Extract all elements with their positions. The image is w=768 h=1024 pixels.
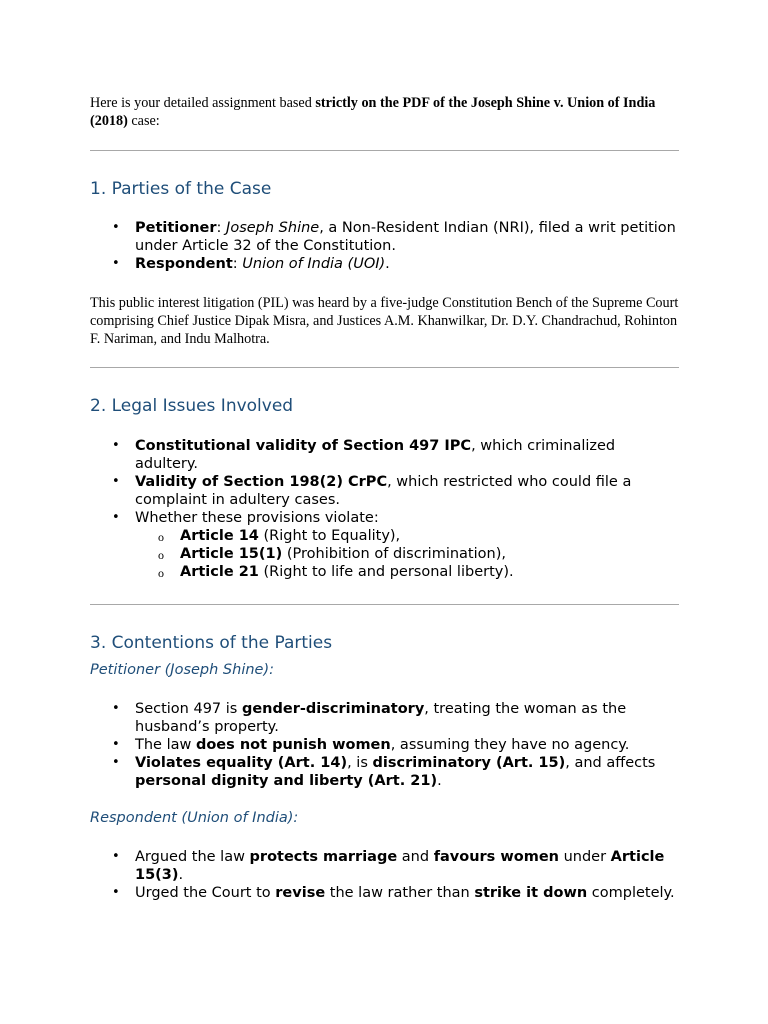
issue-text: Whether these provisions violate: [135,510,379,526]
period: . [385,256,390,272]
contention-bold: Article 15(3) [135,849,665,883]
sublist-item [135,527,680,545]
list-item [90,437,680,473]
list-item [90,754,680,790]
list-item [90,509,680,581]
contention-text: , assuming they have no agency. [390,737,630,753]
issue-bold: Validity of Section 198(2) CrPC [135,474,388,490]
article-bold: Article 15(1) [180,546,283,562]
legal-issues-list [90,437,680,581]
subheading-petitioner: Petitioner (Joseph Shine): [90,662,275,678]
bench-paragraph: This public interest litigation (PIL) was heard by a five-judge Constitution Bench of the Supreme Court comprising Chief Justice Dipak Misra, and Justices A.M. Khanwilkar, Dr. D.Y. Chandrachud, Rohinton F. Nariman, and Indu Malhotra. [90,295,679,347]
section-heading-contentions: 3. Contentions of the Parties [90,633,333,653]
section-heading-legal-issues: 2. Legal Issues Involved [90,396,294,416]
label-respondent: Respondent [135,256,233,272]
contention-text: , treating the woman as the husband’s property. [135,701,627,735]
list-item [90,700,680,736]
contention-text: Section 497 is [135,701,242,717]
contention-text: under [558,849,611,865]
sublist-item [135,545,680,563]
article-text: (Prohibition of discrimination), [282,546,506,562]
contention-bold: protects marriage [249,849,398,865]
sublist-item [135,563,680,581]
petitioner-detail: , a Non-Resident Indian (NRI), filed a writ petition under Article 32 of the Constitution. [135,220,676,254]
issue-bold: Constitutional validity of Section 497 IPC [135,438,472,454]
colon: : [216,220,227,236]
intro-text-end: case: [127,113,160,129]
contention-text: Argued the law [135,849,250,865]
article-bold: Article 21 [180,564,259,580]
issue-text: , which criminalized adultery. [135,438,616,472]
label-petitioner: Petitioner [135,220,217,236]
respondent-name: Union of India (UOI) [242,256,386,272]
contention-text: the law rather than [325,885,475,901]
respondent-contentions-list [90,848,680,902]
article-bold: Article 14 [180,528,259,544]
intro-paragraph [90,94,680,130]
article-text: (Right to Equality), [258,528,401,544]
issue-text: , which restricted who could file a complaint in adultery cases. [135,474,632,508]
list-item [90,848,680,884]
article-text: (Right to life and personal liberty). [258,564,514,580]
list-item [90,219,680,255]
colon: : [232,256,243,272]
contention-bold: strike it down [474,885,588,901]
petitioner-name: Joseph Shine [226,220,320,236]
articles-sublist [135,527,680,581]
parties-list [90,219,680,273]
subheading-respondent: Respondent (Union of India): [90,810,299,826]
list-item [90,736,680,754]
list-item [90,255,680,273]
divider [90,367,679,368]
contention-bold: Violates equality (Art. 14) [135,755,348,771]
contention-text: The law [135,737,196,753]
contention-text: completely. [587,885,675,901]
petitioner-contentions-list [90,700,680,790]
period: . [178,867,184,883]
divider [90,604,679,605]
intro-text: Here is your detailed assignment based [90,95,316,111]
contention-text: and [397,849,434,865]
contention-text: , is [347,755,373,771]
contention-bold: discriminatory (Art. 15) [372,755,566,771]
contention-bold: personal dignity and liberty (Art. 21) [135,773,438,789]
contention-text: Urged the Court to [135,885,276,901]
intro-bold-text: strictly on the PDF of the Joseph Shine v. Union of India (2018) [90,95,656,129]
list-item [90,473,680,509]
contention-text: , and affects [565,755,656,771]
divider [90,150,679,151]
contention-bold: favours women [433,849,559,865]
contention-bold: revise [275,885,326,901]
list-item [90,884,680,902]
contention-bold: gender-discriminatory [241,701,425,717]
contention-bold: does not punish women [195,737,391,753]
section-heading-parties: 1. Parties of the Case [90,179,272,199]
period: . [437,773,442,789]
